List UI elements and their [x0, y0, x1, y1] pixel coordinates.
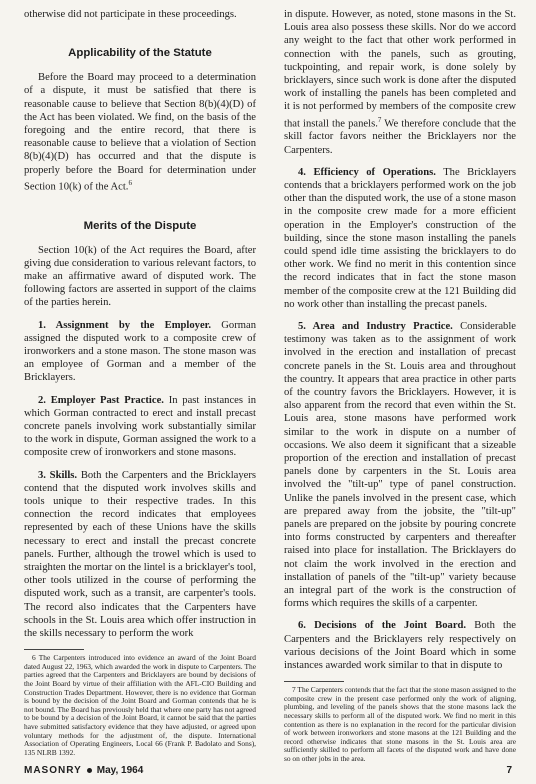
footnote-6: 6 The Carpenters introduced into evidence an award of the Joint Board dated August 22, 1963, which awarded the work in dispute to Carpenters. The parties agreed that the Carpenters and Bricklayers are bound by decisions of the Joint Board by virtue of their affiliation with the AFL-CIO Building and Construction Trades Department. However, there is no evidence that Gorman is bound by the decision of the Joint Board and Gorman contends that he is not bound. The Board has previously held that where one party has not agreed to be bound by a decision of the Joint Board, it cannot be said that the parties have submitted satisfactory evidence that they have adjusted, or agreed upon voluntary methods for the adjustment of, the dispute. International Association of Operating Engineers, Local 66 (Frank P. Badolato and Sons), 135 NLRB 1392. [24, 653, 256, 757]
factor-past-practice: 2. Employer Past Practice. In past instances in which Gorman contracted to erect and install precast concrete panels involving work substantially similar to the work in dispute, Gorman assigned the work to a composite crew of ironworkers and stone masons. [24, 394, 256, 459]
right-column [284, 8, 516, 764]
footnote-7: 7 The Carpenters contends that the fact that the stone mason assigned to the composite crew in the present case performed only the work of aligning, plumbing, and leveling of the panels shows that the stone masons lack the necessary skills to perform all of the disputed work. We find no merit in this contention as there is no explanation in the record for the particular division of work between ironworkers and stone masons at the 121 Building and the record otherwise indicates that stone masons in the St. Louis area are sufficiently skilled to perform all facets of the disputed work and have done so on other jobs in the area. [284, 685, 516, 764]
paragraph-applicability: Before the Board may proceed to a determination of a dispute, it must be satisfied that there is reasonable cause to believe that Section 8(b)(4)(D) of the Act has been violated. We find, on the basis of the foregoing and the entire record, that there is reasonable cause to believe that a violation of Section 8(b)(4)(D) has occurred and that the dispute is properly before the Board for determination under Section 10(k) of the Act.$^6$ [24, 72, 256, 193]
footnote-ref-7: 7 [377, 115, 382, 124]
issue-date: May, 1964 [96, 765, 144, 776]
paragraph-skills-continued: in dispute. However, as noted, stone masons in the St. Louis area also possess these skills. Nor do we accord any weight to the fact that other work performed in connection with the panels, such as grouting, tuckpointing, and repair work, is done solely by bricklayers, since such work is done after the disputed work of installing the panels has been completed and it is not performed by members of the composite crew that install the panels.$^7$ We therefore conclude that the skill factor favors neither the Bricklayers nor the Carpenters. [284, 9, 516, 156]
left-column [24, 8, 256, 757]
page-footer [24, 765, 512, 776]
factor-assignment: 1. Assignment by the Employer. Gorman assigned the disputed work to a composite crew of ironworkers and a stone mason. The stone mason was an employee of Gorman and a member of the Bricklayers. [24, 319, 256, 384]
footnote-ref-6: 6 [128, 178, 132, 187]
heading-merits: Merits of the Dispute [83, 219, 197, 232]
page-number: 7 [506, 765, 512, 776]
paragraph-merits-intro: Section 10(k) of the Act requires the Board, after giving due consideration to various relevant factors, to make an affirmative award of disputed work. The following factors are asserted in support of the claims of the parties herein. [24, 244, 256, 309]
bullet-separator [87, 768, 92, 773]
factor-joint-board: 6. Decisions of the Joint Board. Both the Carpenters and the Bricklayers rely respectively on various decisions of the Joint Board which in some instances awarded work similar to that in dispute to [284, 620, 517, 672]
footnote-rule [284, 681, 344, 682]
footer-publication [24, 765, 143, 776]
heading-applicability: Applicability of the Statute [68, 47, 212, 60]
footnote-rule [24, 649, 84, 650]
factor-skills: 3. Skills. Both the Carpenters and the Bricklayers contend that the disputed work involves skills and tools unique to their respective trades. In this connection the record indicates that employees represented by each of these Unions have the skills necessary to erect and install the precast concrete panels. Further, although the trowel which is used to straighten the mortar on the lintel is a bricklayer's tool, other tools utilized in the course of performing the disputed work, such as a transit, are carpenter's tools. The record also indicates that the Carpenters have schools in the St. Louis area which offer instruction in the skills necessary to perform the work [24, 469, 256, 640]
paragraph-continuation: otherwise did not participate in these proceedings. [24, 9, 237, 20]
magazine-name: MASONRY [24, 765, 82, 776]
factor-area-practice: 5. Area and Industry Practice. Considerable testimony was taken as to the assignment of work involved in the erection and installation of precast concrete panels in the St. Louis area and throughout the country. It appears that area practice in other parts of the country favors the Bricklayers. However, it is also apparent from the record that even within the St. Louis area, stone masons have performed work similar to the work in dispute on a number of occasions. We also deem it significant that a sizeable proportion of the erection and installation of precast panels done by carpenters in the St. Louis area involved the "tilt-up" type of panel construction. Unlike the panels involved in the present case, which are prepared away from the jobsite, the "tilt-up" panels are prepared on the jobsite by pouring concrete into forms constructed by carpenters and thereafter raised into place for installation. The Bricklayers do not claim the work involved in the erection and installation of panels of the "tilt-up" variety because an integral part of the work is the construction of forms which requires the skills of a carpenter. [284, 321, 516, 610]
factor-efficiency: 4. Efficiency of Operations. The Bricklayers contends that a bricklayers performed work on the job other than the disputed work, the use of a stone mason in the composite crew made for a more efficient operation in the Employer's construction of the building, since the stone mason installing the panels could spend idle time assisting the bricklayers to do other work. We find no merit in this contention since the record indicates that in fact the stone mason member of the composite crew at the 121 Building did no work other than installing the precast panels. [284, 166, 516, 310]
